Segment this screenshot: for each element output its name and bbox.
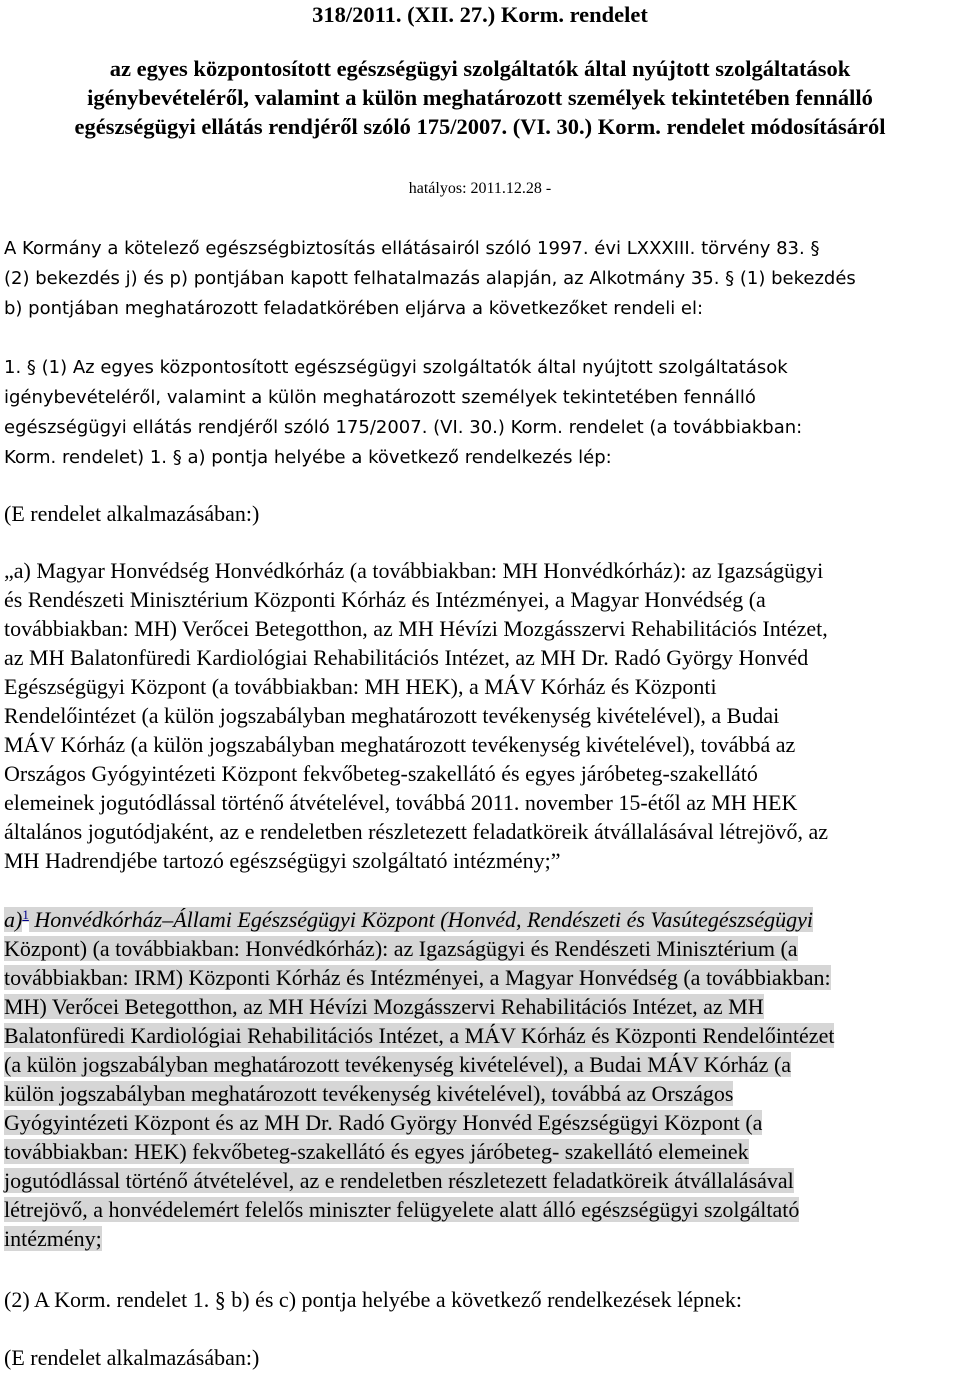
amended-point-a-line: Gyógyintézeti Központ és az MH Dr. Radó György Honvéd Egészségügyi Központ (a (4, 1110, 763, 1135)
amended-point-a-row (4, 965, 960, 991)
preamble-line: b) pontjában meghatározott feladatkörében eljárva a következőket rendeli el: (4, 298, 704, 319)
title-line: igénybevételéről, valamint a külön meghatározott személyek tekintetében fennálló (87, 85, 873, 110)
amended-point-a-first-line (4, 907, 960, 933)
point-a-line: „a) Magyar Honvédség Honvédkórház (a továbbiakban: MH Honvédkórház): az Igazságügyi (4, 558, 824, 583)
section-1-line: igénybevételéről, valamint a külön meghatározott személyek tekintetében fennálló (4, 387, 756, 408)
amended-point-a-row (4, 1081, 960, 1107)
amended-point-a-line: MH) Verőcei Betegotthon, az MH Hévízi Mozgásszervi Rehabilitációs Intézet, az MH (4, 994, 764, 1019)
amended-point-a-row (4, 1197, 960, 1223)
amended-point-a-line: intézmény; (4, 1226, 102, 1251)
effective-date: hatályos: 2011.12.28 - (408, 180, 552, 197)
amended-point-a-row (4, 994, 960, 1020)
section-2-line: (2) A Korm. rendelet 1. § b) és c) pontja helyébe a következő rendelkezések lépnek: (4, 1287, 742, 1312)
preamble-line: (2) bekezdés j) és p) pontjában kapott felhatalmazás alapján, az Alkotmány 35. § (1) bekezdés (4, 268, 856, 289)
amended-point-a-line: továbbiakban: IRM) Központi Kórház és Intézményei, a Magyar Honvédség (a továbbiakban: (4, 965, 831, 990)
point-a-line: és Rendészeti Minisztérium Központi Kórház és Intézményei, a Magyar Honvédség (a (4, 587, 766, 612)
point-a-line: általános jogutódjaként, az e rendeletben részletezett feladatköreik átvállalásával létrejövő, az (4, 819, 828, 844)
point-a-line: az MH Balatonfüredi Kardiológiai Rehabilitációs Intézet, az MH Dr. Radó György Honvéd (4, 645, 809, 670)
amended-point-a-line: (a külön jogszabályban meghatározott tevékenység kivételével), a Budai MÁV Kórház (a (4, 1052, 792, 1077)
amended-point-a-row (4, 936, 960, 962)
section-1-line: 1. § (1) Az egyes központosított egészségügyi szolgáltatók által nyújtott szolgáltatások (4, 357, 788, 378)
amended-point-a-line: Honvédkórház–Állami Egészségügyi Központ (Honvéd, Rendészeti és Vasútegészségügyi (34, 907, 813, 932)
section-1-line: Korm. rendelet) 1. § a) pontja helyébe a következő rendelkezés lép: (4, 447, 612, 468)
amended-point-a-line: Balatonfüredi Kardiológiai Rehabilitációs Intézet, a MÁV Kórház és Központi Rendelőintézet (4, 1023, 835, 1048)
amended-point-a-line: külön jogszabályban meghatározott tevékenység kivételével), továbbá az Országos (4, 1081, 734, 1106)
footnote-link[interactable]: 1 (22, 906, 29, 922)
title-line: egészségügyi ellátás rendjéről szóló 175/2007. (VI. 30.) Korm. rendelet módosításáról (74, 114, 886, 139)
preamble-line: A Kormány a kötelező egészségbiztosítás ellátásairól szóló 1997. évi LXXXIII. törvény 83. § (4, 238, 820, 259)
point-a-line: Rendelőintézet (a külön jogszabályban meghatározott tevékenység kivételével), a Budai (4, 703, 780, 728)
point-a-line: Országos Gyógyintézeti Központ fekvőbeteg-szakellátó és egyes járóbeteg-szakellátó (4, 761, 758, 786)
decree-number: 318/2011. (XII. 27.) Korm. rendelet (312, 2, 648, 27)
amended-point-a-line: továbbiakban: HEK) fekvőbeteg-szakellátó és egyes járóbeteg- szakellátó elemeinek (4, 1139, 749, 1164)
amended-point-a-line: létrejövő, a honvédelemért felelős miniszter felügyelete alatt álló egészségügyi szolgáltató (4, 1197, 800, 1222)
context-heading: (E rendelet alkalmazásában:) (4, 501, 260, 526)
amended-point-a-row (4, 1052, 960, 1078)
point-a-line: Egészségügyi Központ (a továbbiakban: MH HEK), a MÁV Kórház és Központi (4, 674, 717, 699)
amended-point-a-line: Központ) (a továbbiakban: Honvédkórház): az Igazságügyi és Rendészeti Minisztérium (a (4, 936, 798, 961)
amended-point-prefix: a) (4, 907, 23, 932)
point-a-line: MH Hadrendjébe tartozó egészségügyi szolgáltató intézmény;” (4, 848, 561, 873)
amended-point-a-row (4, 1168, 960, 1194)
amended-point-a-row (4, 1023, 960, 1049)
point-a-line: MÁV Kórház (a külön jogszabályban meghatározott tevékenység kivételével), továbbá az (4, 732, 796, 757)
title-line: az egyes központosított egészségügyi szolgáltatók által nyújtott szolgáltatások (109, 56, 851, 81)
point-a-line: továbbiakban: MH) Verőcei Betegotthon, az MH Hévízi Mozgásszervi Rehabilitációs Intézet, (4, 616, 828, 641)
amended-point-a-row (4, 1139, 960, 1165)
context-heading: (E rendelet alkalmazásában:) (4, 1345, 260, 1370)
amended-point-a-row (4, 1110, 960, 1136)
amended-point-a-line: jogutódlással történő átvételével, az e rendeletben részletezett feladatköreik átvállalásával (4, 1168, 794, 1193)
amended-point-a-row (4, 1226, 960, 1252)
point-a-line: elemeinek jogutódlással történő átvételével, továbbá 2011. november 15-étől az MH HEK (4, 790, 798, 815)
section-1-line: egészségügyi ellátás rendjéről szóló 175/2007. (VI. 30.) Korm. rendelet (a továbbiakban: (4, 417, 803, 438)
